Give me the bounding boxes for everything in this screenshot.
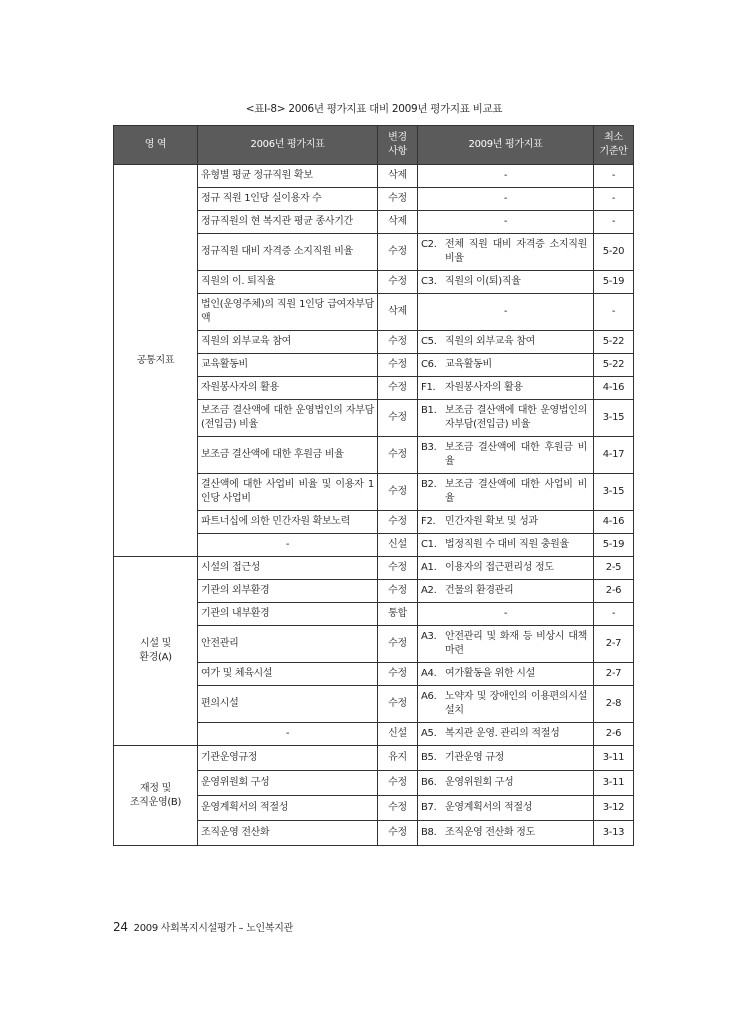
change-cell: 수정	[378, 437, 418, 474]
comparison-table	[113, 125, 634, 846]
new-indicator-cell	[418, 511, 594, 534]
change-cell: 수정	[378, 796, 418, 821]
min-standard-cell: 2-7	[594, 663, 634, 686]
old-indicator-cell: 여가 및 체육시설	[198, 663, 378, 686]
old-indicator-cell: 법인(운영주체)의 직원 1인당 급여자부담액	[198, 294, 378, 331]
change-cell: 수정	[378, 354, 418, 377]
old-indicator-cell: 자원봉사자의 활용	[198, 377, 378, 400]
old-indicator-cell: 정규직원의 현 복지관 평균 종사기간	[198, 211, 378, 234]
new-indicator-cell	[418, 821, 594, 846]
change-cell: 수정	[378, 474, 418, 511]
old-indicator-cell: 보조금 결산액에 대한 운영법인의 자부담(전입금) 비율	[198, 400, 378, 437]
indicator-code: A5.	[421, 728, 437, 739]
indicator-text: 전체 직원 대비 자격증 소지직원 비율	[445, 239, 587, 264]
min-standard-cell: 2-5	[594, 557, 634, 580]
area-cell	[114, 557, 198, 746]
change-cell: 수정	[378, 771, 418, 796]
min-standard-cell: 2-7	[594, 626, 634, 663]
header-change-line1: 변경	[388, 132, 407, 143]
min-standard-cell: -	[594, 211, 634, 234]
indicator-code: A1.	[421, 562, 437, 573]
new-indicator-cell	[418, 580, 594, 603]
indicator-code: B7.	[421, 802, 437, 813]
header-change	[378, 126, 418, 165]
header-2009: 2009년 평가지표	[418, 126, 594, 165]
change-cell: 삭제	[378, 165, 418, 188]
indicator-text: 건물의 환경관리	[445, 585, 514, 596]
change-cell: 수정	[378, 377, 418, 400]
indicator-code: C3.	[421, 276, 437, 287]
new-indicator-cell	[418, 377, 594, 400]
old-indicator-cell: 정규 직원 1인당 실이용자 수	[198, 188, 378, 211]
new-indicator-cell: -	[418, 603, 594, 626]
min-standard-cell: 5-20	[594, 234, 634, 271]
area-cell	[114, 746, 198, 846]
indicator-code: B5.	[421, 752, 437, 763]
change-cell: 수정	[378, 271, 418, 294]
indicator-code: C1.	[421, 539, 437, 550]
min-standard-cell: 5-22	[594, 354, 634, 377]
indicator-text: 조직운영 전산화 정도	[445, 827, 535, 838]
old-indicator-cell: 편의시설	[198, 686, 378, 723]
indicator-code: C5.	[421, 336, 437, 347]
table-caption: <표Ⅰ-8> 2006년 평가지표 대비 2009년 평가지표 비교표	[245, 103, 503, 115]
header-min-line2: 기준안	[599, 146, 628, 157]
indicator-text: 운영위원회 구성	[445, 777, 514, 788]
change-cell: 수정	[378, 331, 418, 354]
new-indicator-cell	[418, 474, 594, 511]
header-min-line1: 최소	[604, 132, 623, 143]
table-row	[114, 746, 634, 771]
new-indicator-cell	[418, 271, 594, 294]
new-indicator-cell	[418, 534, 594, 557]
min-standard-cell: 3-12	[594, 796, 634, 821]
new-indicator-cell	[418, 771, 594, 796]
new-indicator-cell: -	[418, 211, 594, 234]
new-indicator-cell	[418, 663, 594, 686]
old-indicator-cell: 교육활동비	[198, 354, 378, 377]
indicator-text: 기관운영 규정	[445, 752, 505, 763]
indicator-code: C6.	[421, 359, 437, 370]
old-indicator-cell: 정규직원 대비 자격증 소지직원 비율	[198, 234, 378, 271]
indicator-text: 교육활동비	[445, 359, 492, 370]
change-cell: 수정	[378, 626, 418, 663]
area-name-line1: 공통지표	[136, 354, 175, 366]
change-cell: 수정	[378, 188, 418, 211]
change-cell: 신설	[378, 534, 418, 557]
min-standard-cell: 3-13	[594, 821, 634, 846]
table-header-row	[114, 126, 634, 165]
new-indicator-cell	[418, 234, 594, 271]
old-indicator-cell: -	[198, 534, 378, 557]
min-standard-cell: 5-19	[594, 534, 634, 557]
indicator-text: 복지관 운영. 관리의 적절성	[445, 728, 560, 739]
new-indicator-cell: -	[418, 294, 594, 331]
min-standard-cell: -	[594, 294, 634, 331]
min-standard-cell: 3-15	[594, 474, 634, 511]
table-row	[114, 165, 634, 188]
new-indicator-cell	[418, 796, 594, 821]
new-indicator-cell: -	[418, 165, 594, 188]
indicator-code: A2.	[421, 585, 437, 596]
min-standard-cell: 3-11	[594, 746, 634, 771]
header-area: 영 역	[114, 126, 198, 165]
change-cell: 수정	[378, 511, 418, 534]
min-standard-cell: 2-8	[594, 686, 634, 723]
min-standard-cell: -	[594, 603, 634, 626]
new-indicator-cell	[418, 400, 594, 437]
min-standard-cell: 5-22	[594, 331, 634, 354]
min-standard-cell: 3-15	[594, 400, 634, 437]
indicator-code: A4.	[421, 668, 437, 679]
change-cell: 수정	[378, 400, 418, 437]
change-cell: 통합	[378, 603, 418, 626]
min-standard-cell: 4-16	[594, 511, 634, 534]
area-cell	[114, 165, 198, 557]
min-standard-cell: 2-6	[594, 723, 634, 746]
indicator-text: 안전관리 및 화재 등 비상시 대책마련	[445, 631, 587, 656]
new-indicator-cell	[418, 331, 594, 354]
old-indicator-cell: 파트너십에 의한 민간자원 확보노력	[198, 511, 378, 534]
change-cell: 수정	[378, 686, 418, 723]
indicator-text: 자원봉사자의 활용	[445, 382, 523, 393]
indicator-text: 민간자원 확보 및 성과	[445, 516, 538, 527]
indicator-text: 법정직원 수 대비 직원 충원율	[445, 539, 569, 550]
indicator-code: F2.	[421, 516, 436, 527]
indicator-code: A3.	[421, 631, 437, 642]
change-cell: 수정	[378, 234, 418, 271]
indicator-text: 여가활동을 위한 시설	[445, 668, 535, 679]
footer-text: 2009 사회복지시설평가 – 노인복지관	[133, 923, 293, 934]
change-cell: 수정	[378, 557, 418, 580]
old-indicator-cell: 직원의 외부교육 참여	[198, 331, 378, 354]
change-cell: 수정	[378, 580, 418, 603]
min-standard-cell: 4-17	[594, 437, 634, 474]
indicator-code: B2.	[421, 479, 437, 490]
page-footer	[113, 919, 293, 934]
change-cell: 수정	[378, 821, 418, 846]
old-indicator-cell: 안전관리	[198, 626, 378, 663]
old-indicator-cell: 보조금 결산액에 대한 후원금 비율	[198, 437, 378, 474]
change-cell: 삭제	[378, 294, 418, 331]
old-indicator-cell: 시설의 접근성	[198, 557, 378, 580]
indicator-text: 직원의 외부교육 참여	[445, 336, 535, 347]
new-indicator-cell	[418, 723, 594, 746]
indicator-code: A6.	[421, 691, 437, 702]
old-indicator-cell: 운영위원회 구성	[198, 771, 378, 796]
indicator-code: B8.	[421, 827, 437, 838]
page-number: 24	[113, 920, 128, 934]
area-name-line2: 조직운영(B)	[129, 796, 182, 808]
old-indicator-cell: 결산액에 대한 사업비 비율 및 이용자 1인당 사업비	[198, 474, 378, 511]
indicator-code: B1.	[421, 405, 437, 416]
new-indicator-cell	[418, 686, 594, 723]
min-standard-cell: 3-11	[594, 771, 634, 796]
header-change-line2: 사항	[388, 146, 407, 157]
new-indicator-cell	[418, 437, 594, 474]
area-name-line1: 시설 및	[140, 638, 171, 649]
old-indicator-cell: 기관의 내부환경	[198, 603, 378, 626]
header-2006: 2006년 평가지표	[198, 126, 378, 165]
indicator-code: B6.	[421, 777, 437, 788]
old-indicator-cell: 기관운영규정	[198, 746, 378, 771]
indicator-text: 노약자 및 장애인의 이용편의시설 설치	[445, 691, 587, 716]
indicator-code: B3.	[421, 442, 437, 453]
area-name-line2: 환경(A)	[139, 652, 172, 663]
indicator-code: C2.	[421, 239, 437, 250]
area-name-line1: 재정 및	[140, 782, 171, 794]
new-indicator-cell	[418, 557, 594, 580]
indicator-text: 이용자의 접근편리성 정도	[445, 562, 554, 573]
old-indicator-cell: -	[198, 723, 378, 746]
old-indicator-cell: 조직운영 전산화	[198, 821, 378, 846]
indicator-text: 보조금 결산액에 대한 운영법인의 자부담(전입금) 비율	[445, 405, 587, 430]
min-standard-cell: 2-6	[594, 580, 634, 603]
change-cell: 삭제	[378, 211, 418, 234]
new-indicator-cell	[418, 746, 594, 771]
min-standard-cell: -	[594, 188, 634, 211]
indicator-text: 보조금 결산액에 대한 후원금 비율	[445, 442, 587, 467]
header-min	[594, 126, 634, 165]
change-cell: 수정	[378, 663, 418, 686]
new-indicator-cell	[418, 626, 594, 663]
indicator-text: 보조금 결산액에 대한 사업비 비율	[445, 479, 587, 504]
change-cell: 신설	[378, 723, 418, 746]
indicator-text: 운영계획서의 적절성	[445, 802, 533, 813]
min-standard-cell: -	[594, 165, 634, 188]
old-indicator-cell: 유형별 평균 정규직원 확보	[198, 165, 378, 188]
min-standard-cell: 4-16	[594, 377, 634, 400]
old-indicator-cell: 기관의 외부환경	[198, 580, 378, 603]
new-indicator-cell: -	[418, 188, 594, 211]
indicator-code: F1.	[421, 382, 436, 393]
min-standard-cell: 5-19	[594, 271, 634, 294]
change-cell: 유지	[378, 746, 418, 771]
table-row	[114, 557, 634, 580]
old-indicator-cell: 직원의 이. 퇴직율	[198, 271, 378, 294]
new-indicator-cell	[418, 354, 594, 377]
old-indicator-cell: 운영계획서의 적절성	[198, 796, 378, 821]
indicator-text: 직원의 이(퇴)직율	[445, 276, 521, 287]
